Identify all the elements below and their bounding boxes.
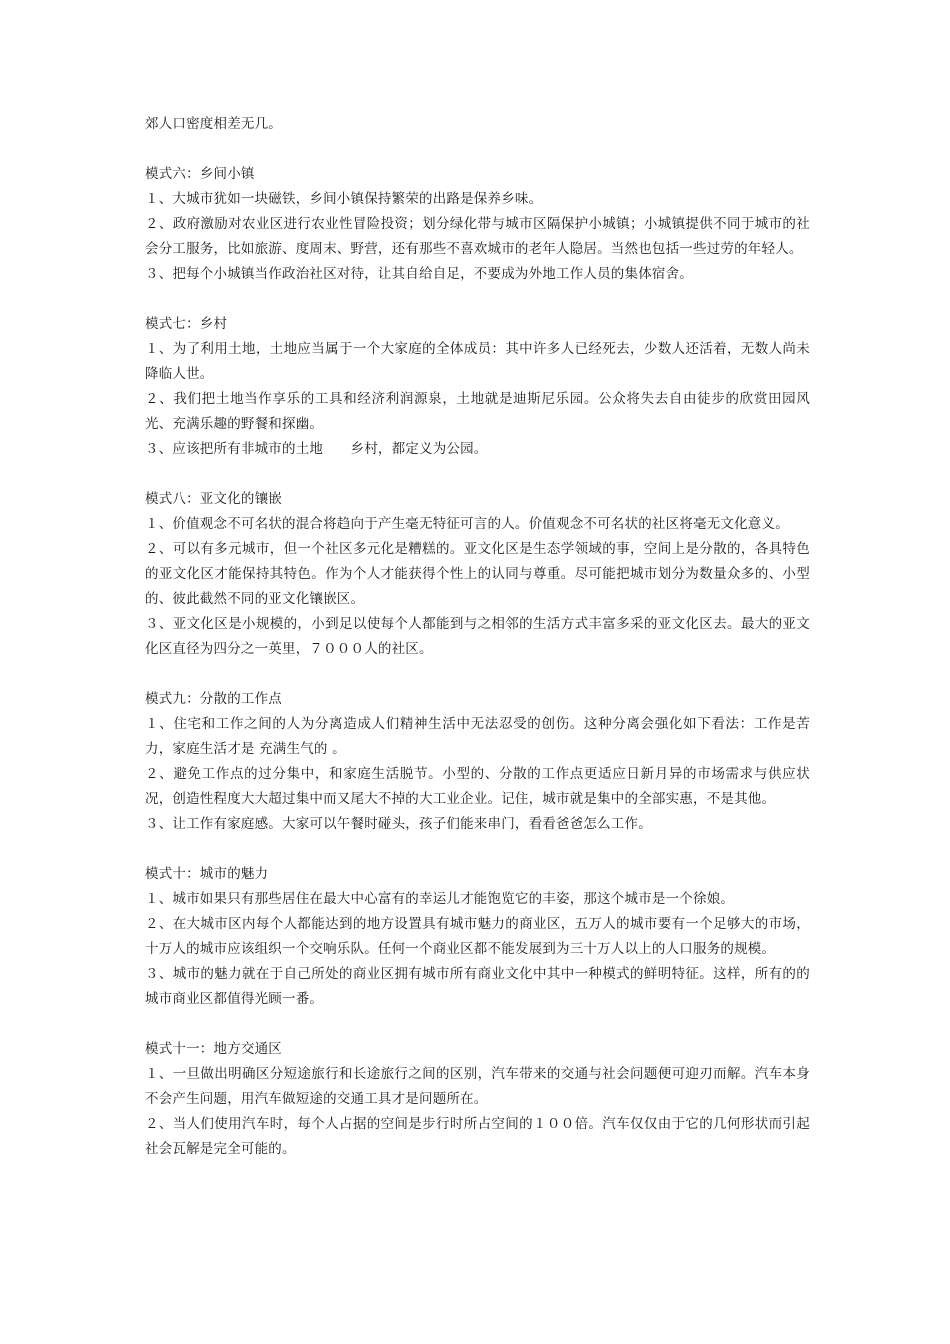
section-pattern-11 xyxy=(145,1037,810,1162)
section-item: １、为了利用土地，土地应当属于一个大家庭的全体成员：其中许多人已经死去，少数人还活着，无数人尚未降临人世。 xyxy=(145,341,810,382)
section-item: ３、应该把所有非城市的土地 乡村，都定义为公园。 xyxy=(145,441,488,457)
section-pattern-10 xyxy=(145,862,810,1012)
section-pattern-8 xyxy=(145,487,810,662)
section-item: ２、在大城市区内每个人都能达到的地方设置具有城市魅力的商业区，五万人的城市要有一个足够大的市场，十万人的城市应该组织一个交响乐队。任何一个商业区都不能发展到为三十万人以上的人口服务的规模。 xyxy=(145,916,810,957)
document-body xyxy=(145,112,810,1162)
section-item: ３、城市的魅力就在于自己所处的商业区拥有城市所有商业文化中其中一种模式的鲜明特征。这样，所有的的城市商业区都值得光顾一番。 xyxy=(145,966,810,1007)
section-heading: 模式八：亚文化的镶嵌 xyxy=(145,491,282,507)
section-heading: 模式九：分散的工作点 xyxy=(145,691,282,707)
intro-paragraph: 郊人口密度相差无几。 xyxy=(145,116,282,132)
section-item: １、大城市犹如一块磁铁，乡间小镇保持繁荣的出路是保养乡味。 xyxy=(145,191,543,207)
section-item: ２、政府激励对农业区进行农业性冒险投资；划分绿化带与城市区隔保护小城镇；小城镇提供不同于城市的社会分工服务，比如旅游、度周末、野营，还有那些不喜欢城市的老年人隐居。当然也包括一些过劳的年轻人。 xyxy=(145,216,810,257)
section-item: ２、避免工作点的过分集中，和家庭生活脱节。小型的、分散的工作点更适应日新月异的市场需求与供应状况，创造性程度大大超过集中而又尾大不掉的大工业企业。记住，城市就是集中的全部实惠，不是其他。 xyxy=(145,766,810,807)
section-heading: 模式十一：地方交通区 xyxy=(145,1041,282,1057)
section-heading: 模式六：乡间小镇 xyxy=(145,166,255,182)
section-item: ３、让工作有家庭感。大家可以午餐时碰头，孩子们能来串门，看看爸爸怎么工作。 xyxy=(145,816,652,832)
section-item: ２、我们把土地当作享乐的工具和经济利润源泉，土地就是迪斯尼乐园。公众将失去自由徒步的欣赏田园风光、充满乐趣的野餐和探幽。 xyxy=(145,391,810,432)
section-item: ３、把每个小城镇当作政治社区对待，让其自给自足，不要成为外地工作人员的集体宿舍。 xyxy=(145,266,693,282)
section-item: １、住宅和工作之间的人为分离造成人们精神生活中无法忍受的创伤。这种分离会强化如下看法：工作是苦力，家庭生活才是 充满生气的 。 xyxy=(145,716,810,757)
section-item: ３、亚文化区是小规模的，小到足以使每个人都能到与之相邻的生活方式丰富多采的亚文化区去。最大的亚文化区直径为四分之一英里，７０００人的社区。 xyxy=(145,616,810,657)
section-item: １、城市如果只有那些居住在最大中心富有的幸运儿才能饱览它的丰姿，那这个城市是一个徐娘。 xyxy=(145,891,735,907)
section-item: １、一旦做出明确区分短途旅行和长途旅行之间的区别，汽车带来的交通与社会问题便可迎刃而解。汽车本身不会产生问题，用汽车做短途的交通工具才是问题所在。 xyxy=(145,1066,810,1107)
section-heading: 模式十：城市的魅力 xyxy=(145,866,269,882)
section-item: ２、可以有多元城市，但一个社区多元化是糟糕的。亚文化区是生态学领域的事，空间上是分散的，各具特色的亚文化区才能保持其特色。作为个人才能获得个性上的认同与尊重。尽可能把城市划分为数量众多的、小型的、彼此截然不同的亚文化镶嵌区。 xyxy=(145,541,810,607)
section-pattern-9 xyxy=(145,687,810,837)
section-pattern-7 xyxy=(145,312,810,462)
section-pattern-6 xyxy=(145,162,810,287)
section-item: ２、当人们使用汽车时，每个人占据的空间是步行时所占空间的１００倍。汽车仅仅由于它的几何形状而引起社会瓦解是完全可能的。 xyxy=(145,1116,810,1157)
section-item: １、价值观念不可名状的混合将趋向于产生毫无特征可言的人。价值观念不可名状的社区将毫无文化意义。 xyxy=(145,516,789,532)
section-heading: 模式七：乡村 xyxy=(145,316,228,332)
